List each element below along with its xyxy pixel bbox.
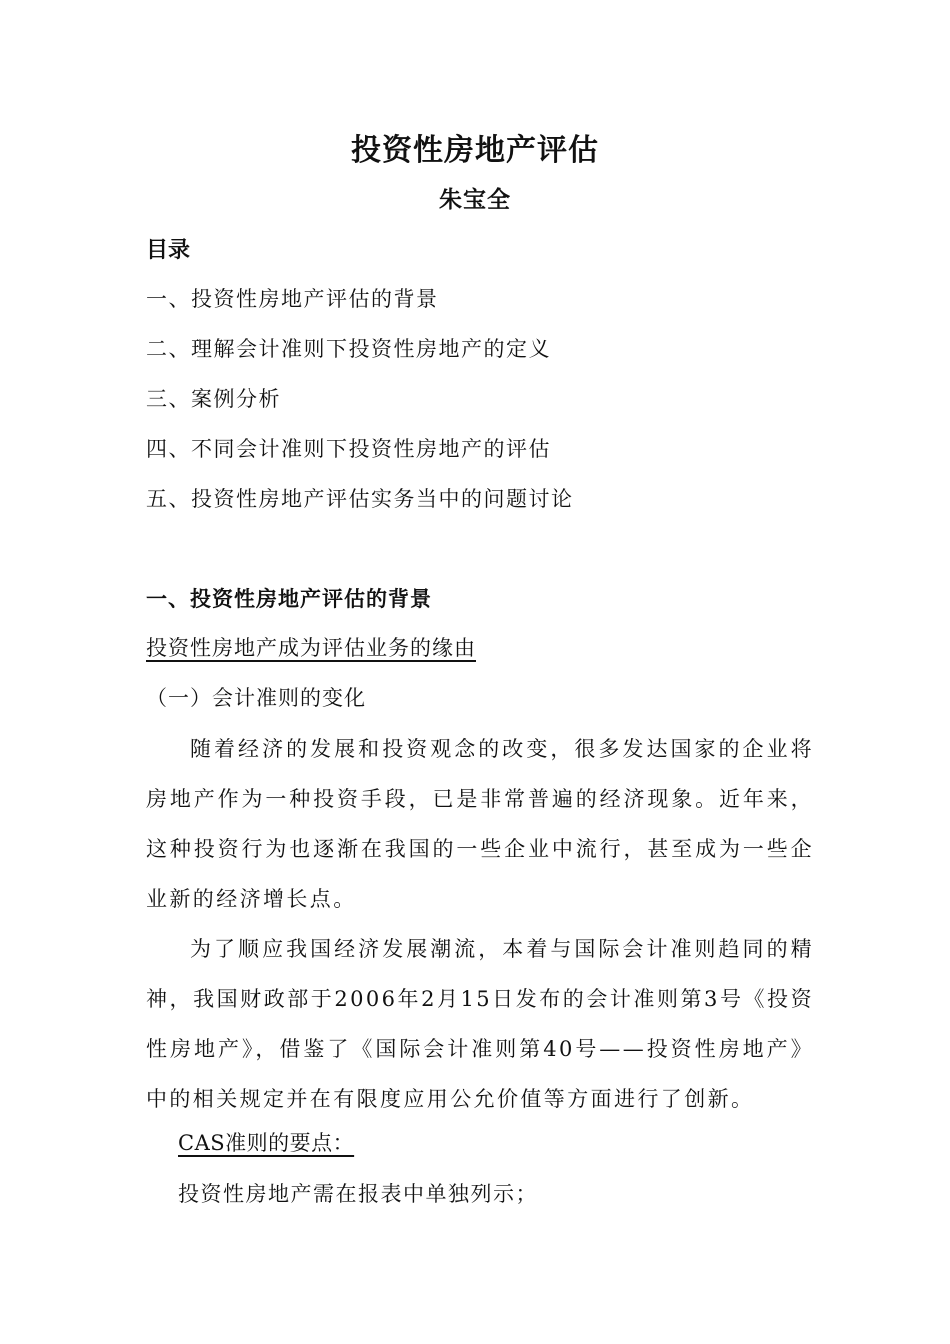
cas-item: 投资性房地产需在报表中单独列示；	[178, 1182, 538, 1206]
section-underlined-heading: 投资性房地产成为评估业务的缘由	[146, 636, 476, 660]
toc-item-4: 四、不同会计准则下投资性房地产的评估	[146, 437, 551, 461]
toc-item-1: 一、投资性房地产评估的背景	[146, 287, 439, 311]
document-author: 朱宝全	[439, 186, 511, 213]
body-paragraph-1: 随着经济的发展和投资观念的改变，很多发达国家的企业将房地产作为一种投资手段，已是非常普遍的经济现象。近年来，这种投资行为也逐渐在我国的一些企业中流行，甚至成为一些企业新的经济增长点。	[146, 737, 814, 911]
toc-heading: 目录	[146, 237, 191, 263]
section-heading: 一、投资性房地产评估的背景	[146, 586, 432, 611]
toc-item-3: 三、案例分析	[146, 387, 281, 411]
body-paragraph-2: 为了顺应我国经济发展潮流，本着与国际会计准则趋同的精神，我国财政部于2006年2月15日发布的会计准则第3号《投资性房地产》，借鉴了《国际会计准则第40号——投资性房地产》中的相关规定并在有限度应用公允价值等方面进行了创新。	[146, 937, 814, 1111]
document-title: 投资性房地产评估	[351, 133, 599, 168]
toc-item-2: 二、理解会计准则下投资性房地产的定义	[146, 337, 551, 361]
section-subheading: （一）会计准则的变化	[146, 686, 366, 710]
toc-item-5: 五、投资性房地产评估实务当中的问题讨论	[146, 487, 574, 511]
cas-heading: CAS准则的要点：	[178, 1131, 355, 1155]
